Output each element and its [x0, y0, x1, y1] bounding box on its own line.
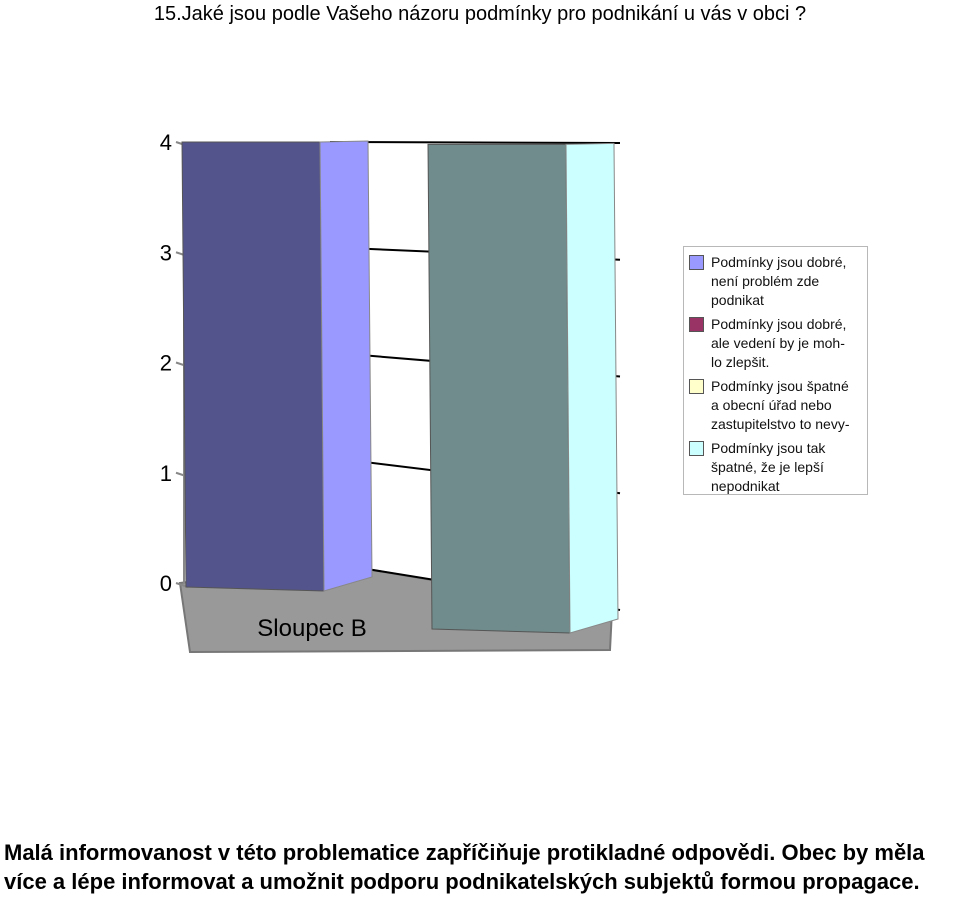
legend-item — [688, 439, 863, 496]
bar-front-face — [428, 144, 570, 633]
legend-label: Podmínky jsou špatné a obecní úřad nebo zastupitelstvo to nevy- — [711, 378, 850, 432]
gridline — [330, 142, 620, 143]
y-tick-label: 4 — [159, 130, 172, 155]
y-tick-label: 0 — [159, 571, 172, 596]
bar-side-face — [320, 141, 372, 591]
y-tick-label: 1 — [159, 460, 172, 486]
chart-title: 15.Jaké jsou podle Vašeho názoru podmínky pro podnikání u vás v obci ? — [153, 3, 807, 25]
y-tick-label: 2 — [159, 350, 172, 376]
legend-swatch — [689, 255, 704, 270]
commentary-text: Malá informovanost v této problematice zapříčiňuje protikladné odpovědi. Obec by měla více a lépe informovat a umožnit podporu podnikatelských subjektů formou propagace. — [4, 840, 925, 894]
y-tick-label: 3 — [159, 240, 172, 266]
legend-label: Podmínky jsou dobré, ale vedení by je moh- lo zlepšit. — [711, 316, 847, 370]
legend-item — [688, 315, 863, 372]
legend-swatch — [689, 317, 704, 332]
legend-swatch — [689, 441, 704, 456]
chart-legend — [683, 246, 868, 495]
legend-label: Podmínky jsou tak špatné, že je lepší nepodnikat — [711, 440, 826, 494]
legend-label: Podmínky jsou dobré, není problém zde podnikat — [711, 254, 847, 308]
legend-swatch — [689, 379, 704, 394]
bar-side-face — [566, 143, 618, 633]
legend-item — [688, 253, 863, 310]
x-category-label: Sloupec B — [257, 615, 367, 642]
bar-front-face — [182, 142, 324, 591]
legend-item — [688, 377, 863, 434]
